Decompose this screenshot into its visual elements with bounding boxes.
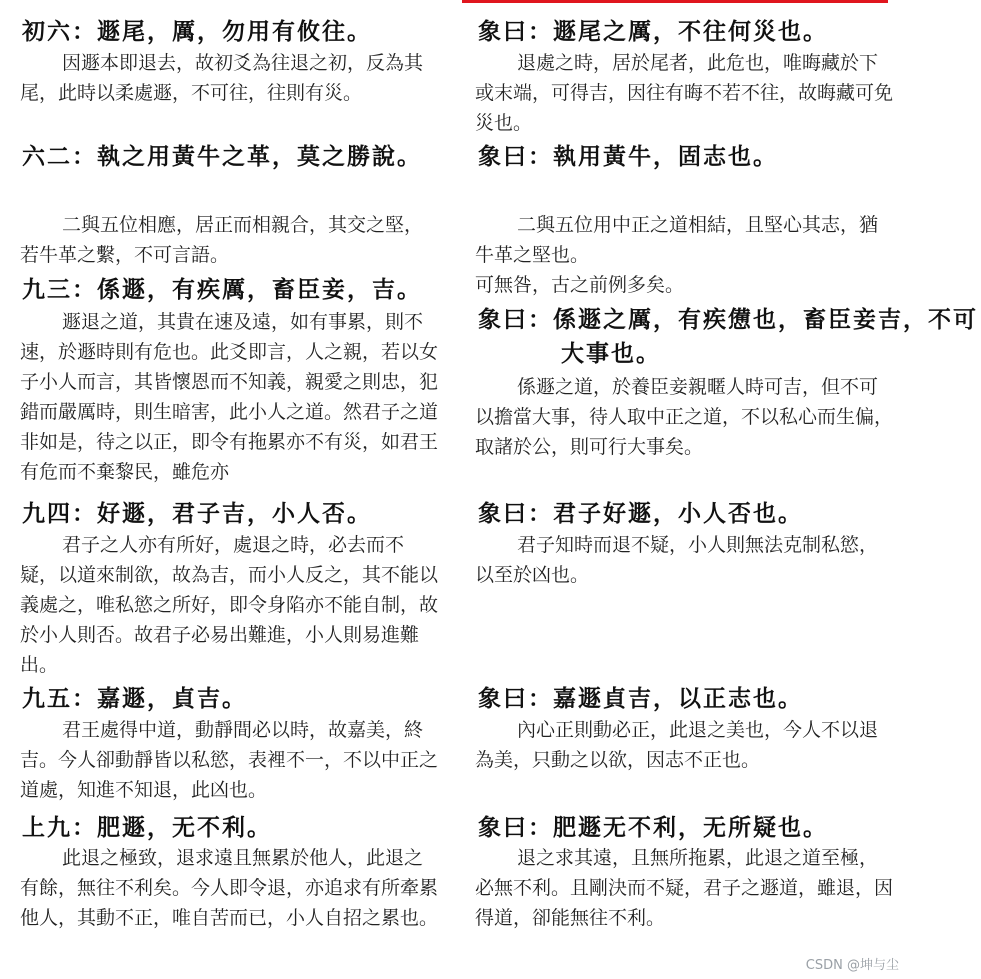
line2-commentary: 二與五位相應，居正而相親合，其交之堅，若牛革之繫，不可言語。 <box>20 214 424 266</box>
line6-heading: 上九：肥遯，无不利。 <box>22 814 272 841</box>
line1-heading: 初六：遯尾，厲，勿用有攸往。 <box>22 18 372 45</box>
image-line1-heading: 象曰：遯尾之厲，不往何災也。 <box>478 18 828 45</box>
image-line6-commentary: 退之求其遠，且無所拖累，此退之道至極，必無不利。且剛決而不疑，君子之遯道，雖退，因得道，卻能無往不利。 <box>475 847 894 929</box>
image-line3-heading: 象曰：係遯之厲，有疾憊也，畜臣妾吉，不可大事也。 <box>478 306 978 367</box>
top-red-divider <box>462 0 888 3</box>
line3-commentary: 遯退之道，其貴在速及遠，如有事累，則不速，於遯時則有危也。此爻即言，人之親，若以女子小人而言，其皆懷恩而不知義，親愛之則忠，犯錯而嚴厲時，則生暗害，此小人之道。然君子之道非如是，待之以正，即令有拖累亦不有災，如君王有危而不棄黎民，雖危亦 <box>20 311 439 483</box>
image-line1-commentary: 退處之時，居於尾者，此危也，唯晦藏於下或末端，可得吉，因往有晦不若不往，故晦藏可免災也。 <box>475 52 894 134</box>
csdn-watermark: CSDN @坤与尘 <box>805 958 899 973</box>
line5-heading: 九五：嘉遯，貞吉。 <box>22 685 247 712</box>
image-line4-commentary: 君子知時而退不疑，小人則無法克制私慾，以至於凶也。 <box>475 534 879 586</box>
line3-heading: 九三：係遯，有疾厲，畜臣妾，吉。 <box>22 276 422 303</box>
line6-commentary: 此退之極致，退求遠且無累於他人，此退之有餘，無往不利矣。今人即令退，亦追求有所牽累他人，其動不正，唯自苦而已，小人自招之累也。 <box>20 847 439 929</box>
image-line2-heading: 象曰：執用黃牛，固志也。 <box>478 143 778 170</box>
image-line3-commentary: 係遯之道，於養臣妾親暱人時可吉，但不可以擔當大事，待人取中正之道，不以私心而生偏，取諸於公，則可行大事矣。 <box>475 376 894 458</box>
image-line5-heading: 象曰：嘉遯貞吉，以正志也。 <box>478 685 803 712</box>
image-line6-heading: 象曰：肥遯无不利，无所疑也。 <box>478 814 828 841</box>
line5-commentary: 君王處得中道，動靜間必以時，故嘉美，終吉。今人卻動靜皆以私慾，表裡不一，不以中正之道處，知進不知退，此凶也。 <box>20 719 439 801</box>
line2-heading: 六二：執之用黃牛之革，莫之勝說。 <box>22 143 422 170</box>
image-line4-heading: 象曰：君子好遯，小人否也。 <box>478 500 803 527</box>
line4-heading: 九四：好遯，君子吉，小人否。 <box>22 500 372 527</box>
image-line2-commentary: 二與五位用中正之道相結，且堅心其志，猶牛革之堅也。 <box>475 214 879 266</box>
line1-commentary: 因遯本即退去，故初爻為往退之初，反為其尾，此時以柔處遯，不可往，往則有災。 <box>20 52 424 104</box>
image-line5-commentary: 內心正則動必正，此退之美也，今人不以退為美，只動之以欲，因志不正也。 <box>475 719 879 771</box>
line4-commentary: 君子之人亦有所好，處退之時，必去而不疑，以道來制欲，故為吉，而小人反之，其不能以義處之，唯私慾之所好，即令身陷亦不能自制，故於小人則否。故君子必易出難進，小人則易進難出。 <box>20 534 439 676</box>
image-line2-note: 可無咎，古之前例多矣。 <box>475 274 685 296</box>
